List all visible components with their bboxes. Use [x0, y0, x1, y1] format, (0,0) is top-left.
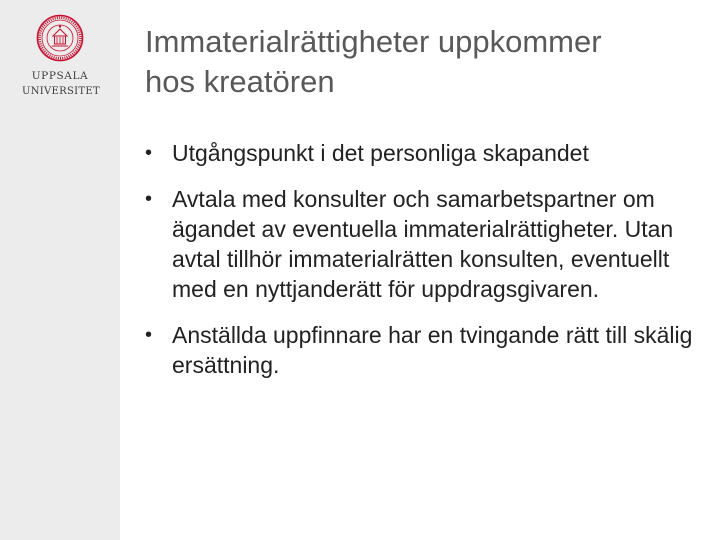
sidebar	[0, 0, 120, 540]
bullet-icon: •	[145, 188, 153, 210]
logo-text-uppsala: UPPSALA	[31, 70, 89, 82]
bullet-item	[145, 320, 705, 380]
bullet-text: Utgångspunkt i det personliga skapandet	[172, 140, 589, 166]
university-seal-icon	[36, 14, 84, 62]
slide-title-line-1: Immaterialrättigheter uppkommer	[145, 24, 602, 59]
bullet-item	[145, 184, 705, 304]
bullet-text: Anställda uppfinnare har en tvingande rätt till skälig ersättning.	[172, 322, 693, 378]
bullet-list	[145, 138, 705, 396]
bullet-text: Avtala med konsulter och samarbetspartner om ägandet av eventuella immaterialrättigheter. Utan avtal tillhör immaterialrätten konsulten, eventuellt med en nyttjanderätt för uppdragsgivaren.	[172, 186, 674, 302]
bullet-icon: •	[145, 324, 153, 346]
logo-text-universitet: UNIVERSITET	[22, 86, 100, 97]
slide-title	[145, 22, 705, 102]
university-logo	[22, 12, 98, 102]
bullet-item	[145, 138, 705, 168]
slide-title-line-2: hos kreatören	[145, 64, 335, 99]
bullet-icon: •	[145, 142, 153, 164]
